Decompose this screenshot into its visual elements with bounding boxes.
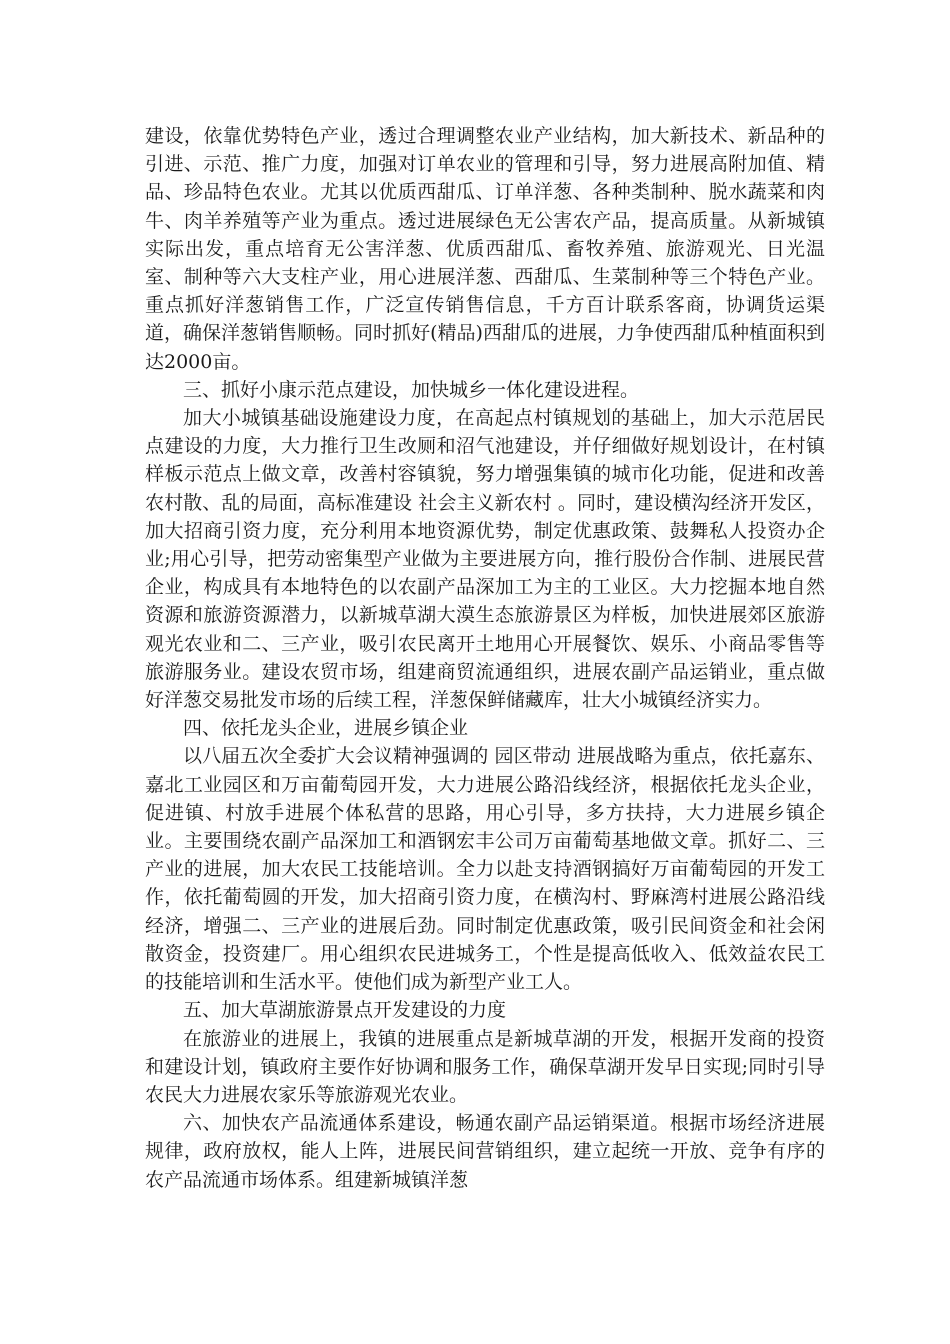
- document-page: [145, 122, 825, 1194]
- paragraph-section-3: 加大小城镇基础设施建设力度，在高起点村镇规划的基础上，加大示范居民点建设的力度，大力推行卫生改厕和沼气池建设，并仔细做好规划设计，在村镇样板示范点上做文章，改善村容镇貌，努力增强集镇的城市化功能，促进和改善农村散、乱的局面，高标准建设 社会主义新农村 。同时，建设横沟经济开发区，加大招商引资力度，充分利用本地资源优势，制定优惠政策、鼓舞私人投资办企业;用心引导，把劳动密集型产业做为主要进展方向，推行股份合作制、进展民营企业，构成具有本地特色的以农副产品深加工为主的工业区。大力挖掘本地自然资源和旅游资源潜力，以新城草湖大漠生态旅游景区为样板，加快进展郊区旅游观光农业和二、三产业，吸引农民离开土地用心开展餐饮、娱乐、小商品零售等旅游服务业。建设农贸市场，组建商贸流通组织，进展农副产品运销业，重点做好洋葱交易批发市场的后续工程，洋葱保鲜储藏库，壮大小城镇经济实力。: [145, 407, 825, 712]
- paragraph-intro: 建设，依靠优势特色产业，透过合理调整农业产业结构，加大新技术、新品种的引进、示范、推广力度，加强对订单农业的管理和引导，努力进展高附加值、精品、珍品特色农业。尤其以优质西甜瓜、订单洋葱、各种类制种、脱水蔬菜和肉牛、肉羊养殖等产业为重点。透过进展绿色无公害农产品，提高质量。从新城镇实际出发，重点培育无公害洋葱、优质西甜瓜、畜牧养殖、旅游观光、日光温室、制种等六大支柱产业，用心进展洋葱、西甜瓜、生菜制种等三个特色产业。重点抓好洋葱销售工作，广泛宣传销售信息，千方百计联系客商，协调货运渠道，确保洋葱销售顺畅。同时抓好(精品)西甜瓜的进展，力争使西甜瓜种植面积到达2000亩。: [145, 125, 825, 373]
- section-heading-4: 四、依托龙头企业，进展乡镇企业: [183, 717, 469, 740]
- paragraph-section-6: 六、加快农产品流通体系建设，畅通农副产品运销渠道。根据市场经济进展规律，政府放权，能人上阵，进展民间营销组织，建立起统一开放、竞争有序的农产品流通市场体系。组建新城镇洋葱: [145, 1112, 825, 1191]
- section-heading-5: 五、加大草湖旅游景点开发建设的力度: [183, 999, 507, 1022]
- section-heading-3: 三、抓好小康示范点建设，加快城乡一体化建设进程。: [183, 378, 640, 401]
- paragraph-section-4: 以八届五次全委扩大会议精神强调的 园区带动 进展战略为重点，依托嘉东、嘉北工业园区和万亩葡萄园开发，大力进展公路沿线经济，根据依托龙头企业，促进镇、村放手进展个体私营的思路，用心引导，多方扶持，大力进展乡镇企业。主要围绕农副产品深加工和酒钢宏丰公司万亩葡萄基地做文章。抓好二、三产业的进展，加大农民工技能培训。全力以赴支持酒钢搞好万亩葡萄园的开发工作，依托葡萄圆的开发，加大招商引资力度，在横沟村、野麻湾村进展公路沿线经济，增强二、三产业的进展后劲。同时制定优惠政策，吸引民间资金和社会闲散资金，投资建厂。用心组织农民进城务工，个性是提高低收入、低效益农民工的技能培训和生活水平。使他们成为新型产业工人。: [145, 745, 825, 994]
- paragraph-section-5: 在旅游业的进展上，我镇的进展重点是新城草湖的开发，根据开发商的投资和建设计划，镇政府主要作好协调和服务工作，确保草湖开发早日实现;同时引导农民大力进展农家乐等旅游观光农业。: [145, 1027, 825, 1106]
